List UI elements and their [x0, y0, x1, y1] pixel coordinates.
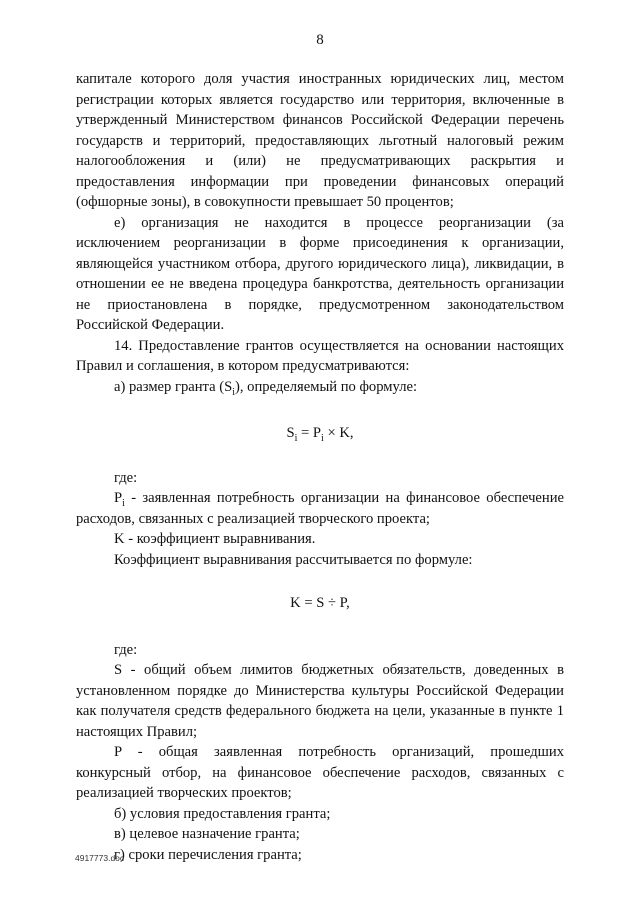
- paragraph-14: 14. Предоставление грантов осуществляется на основании настоящих Правил и соглашения, в котором предусматриваются:: [76, 337, 564, 374]
- page-number: 8: [316, 32, 324, 48]
- paragraph-s-definition: S - общий объем лимитов бюджетных обязательств, доведенных в установленном порядке до Министерства культуры Российской Федерации как получателя средств федерального бюджета на цели, указанные в пункте 1 настоящих Правил;: [76, 662, 564, 740]
- formula-p-subscript: i: [321, 432, 324, 444]
- grant-size-text-start: а) размер гранта (S: [114, 378, 233, 395]
- list-item-v: в) целевое назначение гранта;: [114, 826, 300, 842]
- list-item-b: б) условия предоставления гранта;: [114, 805, 331, 822]
- formula-equals-p: = P: [297, 425, 322, 441]
- where-label-1: где:: [114, 469, 138, 486]
- formula-s-subscript: i: [294, 432, 298, 444]
- document-footer-filename: 4917773.doc: [75, 853, 125, 863]
- paragraph-k-intro: Коэффициент выравнивания рассчитывается по формуле:: [114, 551, 473, 568]
- paragraph-reorganization: е) организация не находится в процессе реорганизации (за исключением реорганизации в форме присоединения к организации, являющейся участником отбора, другого юридического лица), ликвидации, в отношении ее не введена процедура банкротства, деятельность организации не приостановлена в порядке, предусмотренном законодательством Российской Федерации.: [76, 214, 564, 333]
- pi-subscript: i: [122, 497, 125, 509]
- formula-times-k: × K,: [323, 425, 354, 441]
- paragraph-p-definition: P - общая заявленная потребность организаций, прошедших конкурсный отбор, на финансовое обеспечение расходов, связанных с реализацией творческих проектов;: [76, 744, 564, 801]
- document-body: [76, 69, 564, 865]
- pi-definition-text: - заявленная потребность организации на финансовое обеспечение расходов, связанных с реализацией творческого проекта;: [76, 490, 564, 527]
- pi-symbol: P: [114, 490, 123, 506]
- formula-k: K = S ÷ P,: [290, 595, 350, 611]
- paragraph-pi-definition: [76, 488, 564, 529]
- grant-size-text-end: ), определяемый по формуле:: [235, 378, 418, 395]
- formula-grant: [76, 423, 564, 444]
- paragraph-offshore: капитале которого доля участия иностранных юридических лиц, местом регистрации которых является государство или территория, включенные в утвержденный Министерством финансов Российской Федерации перечень государств и территорий, предоставляющих льготный налоговый режим налогообложения и (или) не предусматривающих раскрытия и предоставления информации при проведении финансовых операций (офшорные зоны), в совокупности превышает 50 процентов;: [76, 71, 564, 210]
- formula-s: S: [286, 425, 295, 441]
- list-item-g: г) сроки перечисления гранта;: [114, 846, 302, 863]
- paragraph-grant-size: [76, 377, 564, 398]
- where-label-2: где:: [114, 641, 138, 658]
- grant-size-subscript: i: [232, 386, 235, 398]
- paragraph-k-definition: K - коэффициент выравнивания.: [114, 531, 316, 547]
